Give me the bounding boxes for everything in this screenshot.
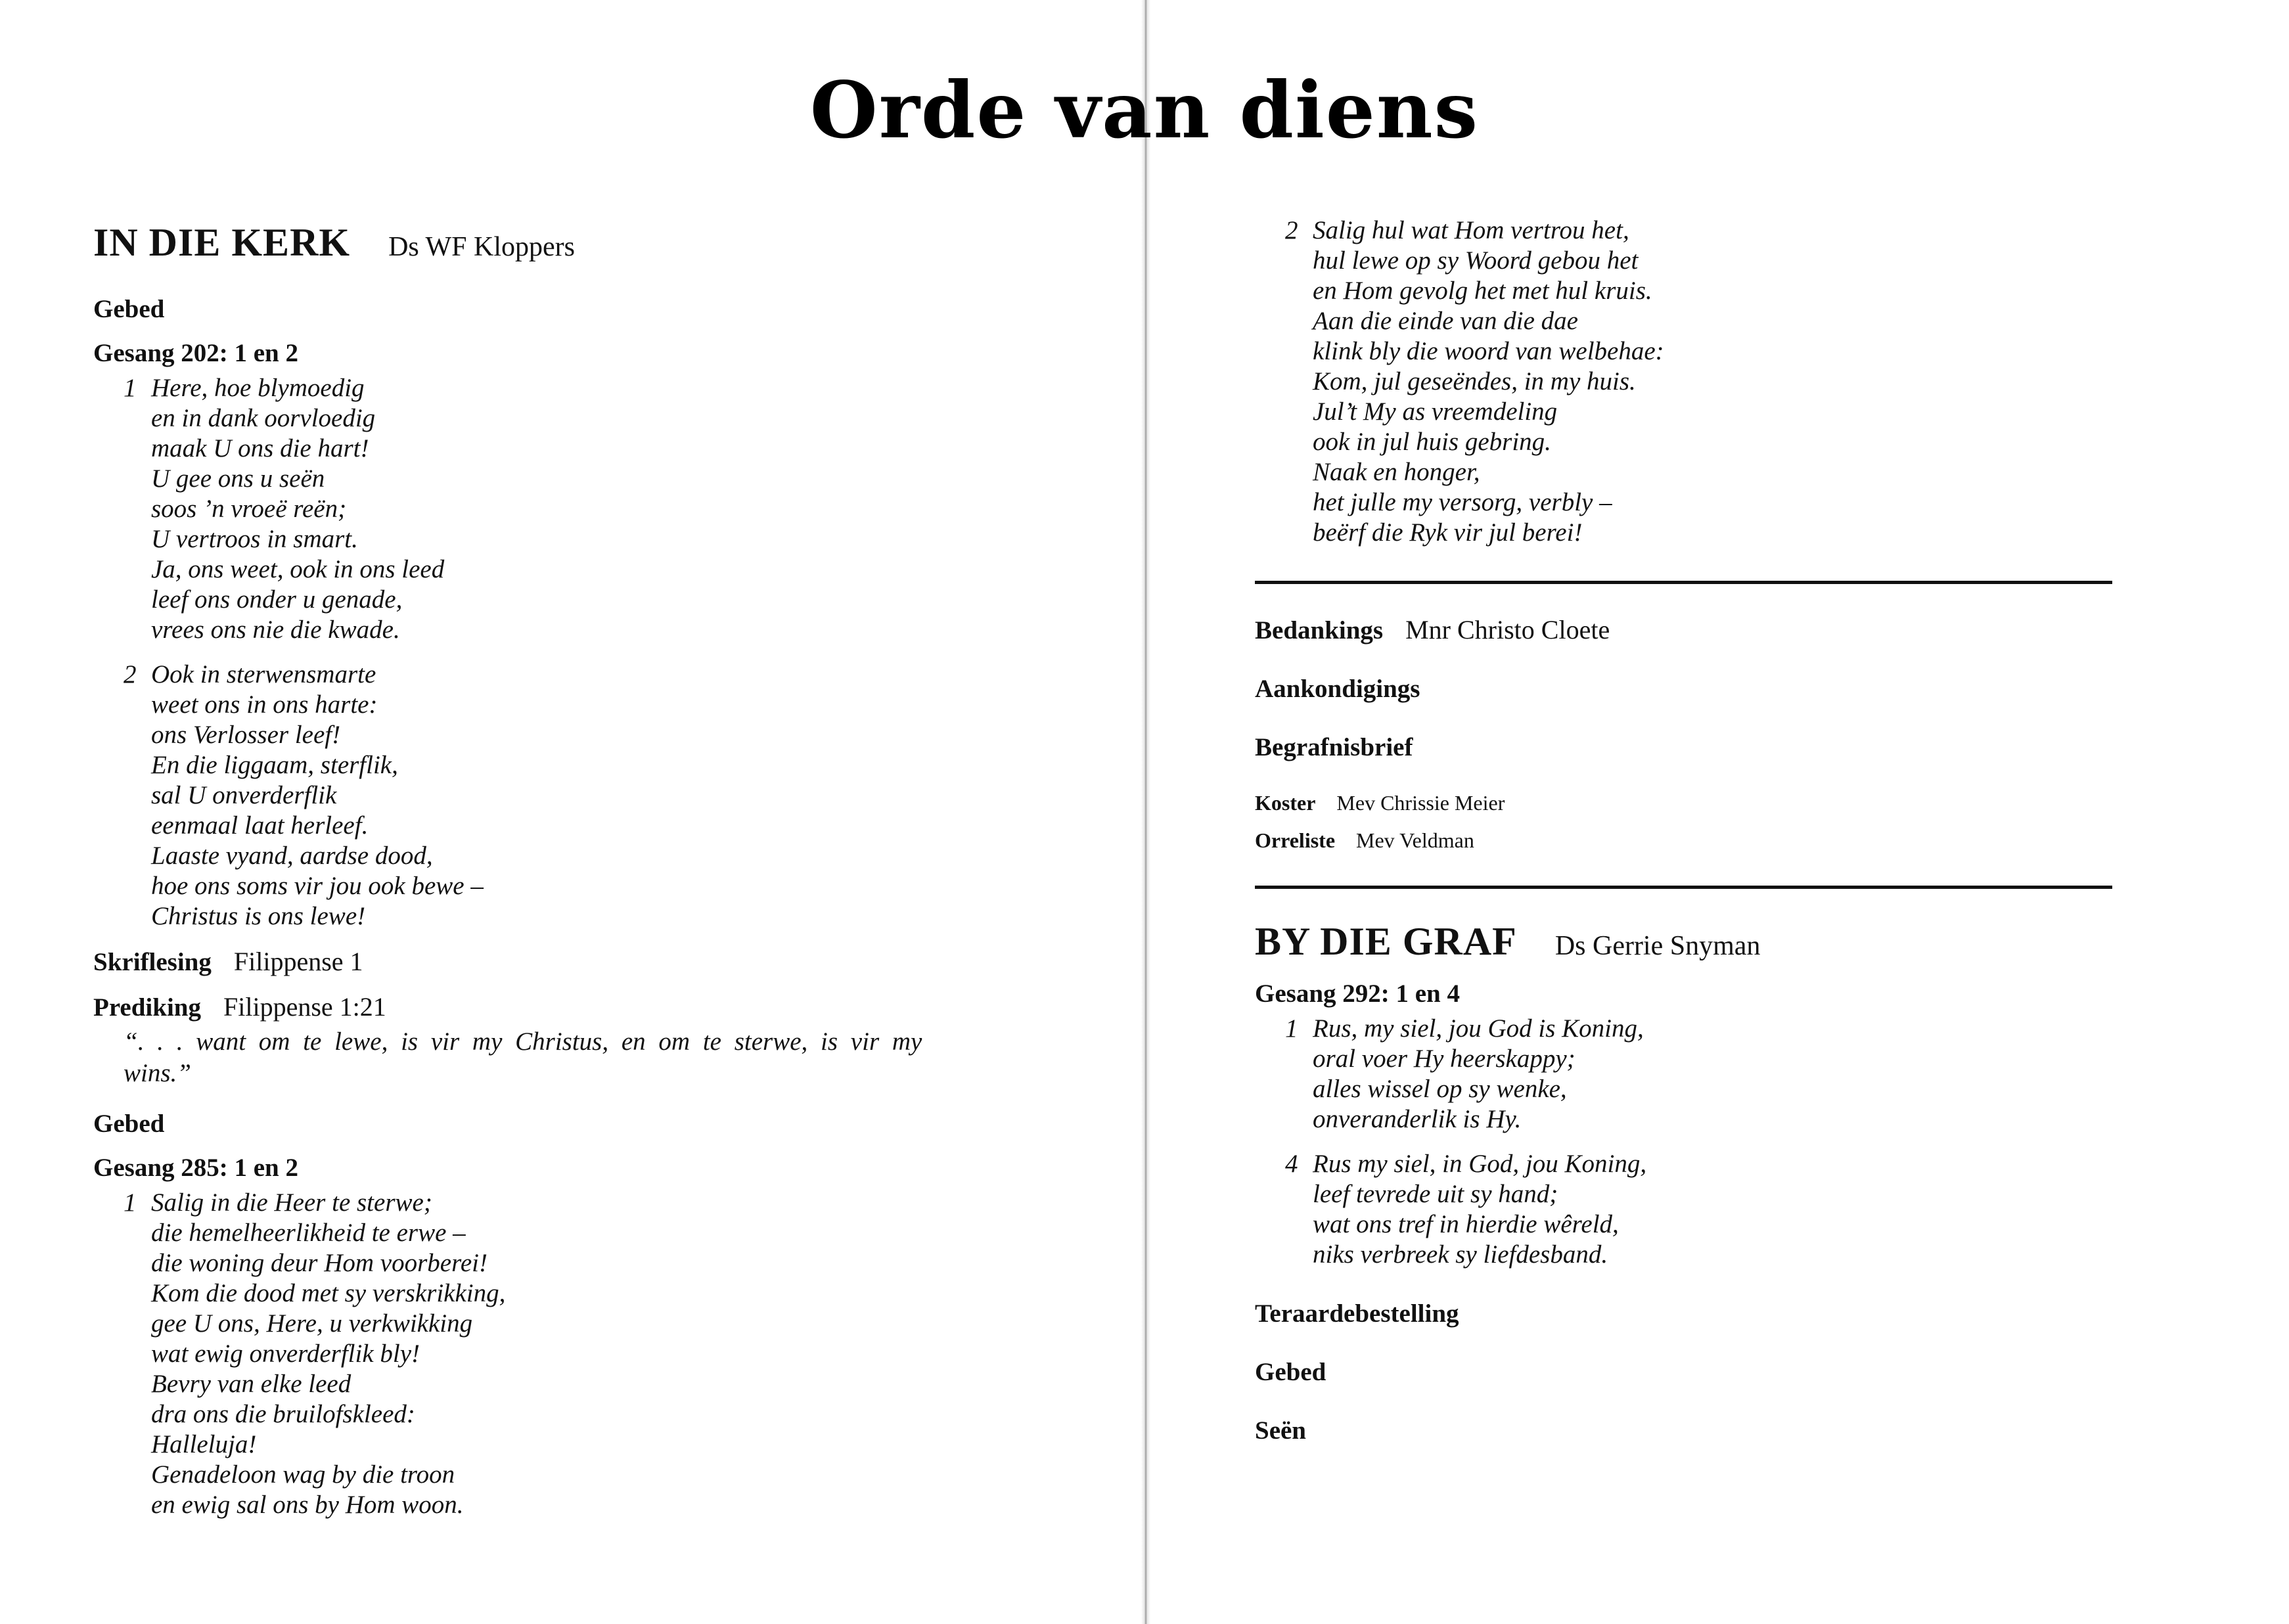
verse-line: Aan die einde van die dae (1313, 307, 1578, 335)
verse-line: soos ’n vroeë reën; (151, 495, 347, 523)
koster: Koster Mev Chrissie Meier (1255, 791, 1505, 815)
verse-line: het julle my versorg, verbly – (1313, 488, 1612, 516)
verse-line: dra ons die bruilofskleed: (151, 1400, 415, 1428)
verse-line: Naak en honger, (1313, 458, 1480, 486)
bedankings: Bedankings Mnr Christo Cloete (1255, 615, 1610, 644)
verse-line: Laaste vyand, aardse dood, (151, 842, 433, 870)
orreliste: Orreliste Mev Veldman (1255, 828, 1474, 852)
right-column (1255, 210, 2112, 1449)
gebed-1: Gebed (93, 295, 165, 323)
divider-1 (1255, 581, 2112, 584)
verse-line: Rus, my siel, jou God is Koning, (1313, 1014, 1644, 1043)
verse-line: eenmaal laat herleef. (151, 811, 369, 840)
skriflesing: Skriflesing Filippense 1 (93, 947, 363, 976)
kerk-heading: IN DIE KERK (93, 221, 351, 264)
verse-line: Kom, jul geseëndes, in my huis. (1313, 367, 1636, 395)
verse (93, 1188, 980, 1520)
verse-line: en Hom gevolg het met hul kruis. (1313, 277, 1652, 305)
divider-2 (1255, 886, 2112, 889)
verse-line: en ewig sal ons by Hom woon. (151, 1491, 464, 1519)
gesang-202-label: Gesang 202: 1 en 2 (93, 339, 298, 367)
kerk-minister: Ds WF Kloppers (388, 232, 575, 262)
verse (1255, 1149, 2112, 1270)
verse-line: beërf die Ryk vir jul berei! (1313, 518, 1583, 547)
verse-line: Salig in die Heer te sterwe; (151, 1188, 432, 1217)
seen: Seën (1255, 1416, 1306, 1445)
verse-number: 1 (124, 374, 137, 402)
verse-line: die hemelheerlikheid te erwe – (151, 1219, 466, 1247)
verse-lines (1313, 215, 2112, 548)
verse-lines (1313, 1014, 2112, 1135)
gesang-292-verses (1255, 1014, 2112, 1270)
verse-line: maak U ons die hart! (151, 434, 369, 462)
gesang-285-verse-1 (93, 1188, 980, 1520)
verse-lines (151, 373, 980, 645)
page-fold (1141, 0, 1150, 1624)
aankondigings: Aankondigings (1255, 675, 1420, 703)
verse-line: klink bly die woord van welbehae: (1313, 337, 1664, 365)
verse-line: Rus my siel, in God, jou Koning, (1313, 1150, 1647, 1178)
verse-lines (151, 660, 980, 932)
page-title: Orde van diens (809, 64, 1480, 156)
verse-line: Christus is ons lewe! (151, 902, 366, 930)
verse-line: Ook in sterwensmarte (151, 660, 376, 688)
verse-line: U vertroos in smart. (151, 525, 358, 553)
verse-line: wat ewig onverderflik bly! (151, 1340, 420, 1368)
verse-line: Bevry van elke leed (151, 1370, 351, 1398)
verse-line: leef ons onder u genade, (151, 585, 403, 614)
graf-heading: BY DIE GRAF (1255, 920, 1517, 963)
verse (93, 660, 980, 932)
verse-line: niks verbreek sy liefdesband. (1313, 1240, 1608, 1269)
verse-number: 2 (124, 660, 137, 688)
left-column (93, 220, 980, 1535)
verse-line: hul lewe op sy Woord gebou het (1313, 246, 1639, 275)
verse-line: Halleluja! (151, 1430, 257, 1458)
verse-line: Salig hul wat Hom vertrou het, (1313, 216, 1629, 244)
begrafnisbrief: Begrafnisbrief (1255, 733, 1413, 761)
gebed-2: Gebed (93, 1110, 165, 1138)
prediking: Prediking Filippense 1:21 (93, 992, 386, 1022)
verse-line: oral voer Hy heerskappy; (1313, 1045, 1575, 1073)
verse-line: U gee ons u seën (151, 464, 325, 493)
verse-line: leef tevrede uit sy hand; (1313, 1180, 1558, 1208)
verse-line: ook in jul huis gebring. (1313, 428, 1551, 456)
verse-line: wat ons tref in hierdie wêreld, (1313, 1210, 1619, 1238)
verse-line: en in dank oorvloedig (151, 404, 376, 432)
verse-line: En die liggaam, sterflik, (151, 751, 398, 779)
verse-line: onveranderlik is Hy. (1313, 1105, 1522, 1133)
verse-number: 4 (1285, 1150, 1298, 1178)
teraardebestelling: Teraardebestelling (1255, 1299, 1459, 1328)
graf-minister: Ds Gerrie Snyman (1554, 931, 1761, 961)
verse-number: 1 (124, 1188, 137, 1217)
graf-header (1255, 919, 2112, 964)
verse-line: alles wissel op sy wenke, (1313, 1075, 1567, 1103)
verse-line: vrees ons nie die kwade. (151, 616, 400, 644)
verse (1255, 215, 2112, 548)
graf-gebed: Gebed (1255, 1358, 1326, 1386)
verse-line: Jul’t My as vreemdeling (1313, 397, 1558, 426)
gesang-285-label: Gesang 285: 1 en 2 (93, 1154, 298, 1182)
verse-line: die woning deur Hom voorberei! (151, 1249, 487, 1277)
gesang-202-verses (93, 373, 980, 932)
verse-line: sal U onverderflik (151, 781, 337, 809)
kerk-header (93, 220, 980, 265)
prediking-quote: “. . . want om te lewe, is vir my Christus, en om te sterwe, is vir my wins.” (124, 1027, 922, 1087)
verse (1255, 1014, 2112, 1135)
verse-lines (151, 1188, 980, 1520)
verse (93, 373, 980, 645)
verse-line: hoe ons soms vir jou ook bewe – (151, 872, 484, 900)
verse-line: gee U ons, Here, u verkwikking (151, 1309, 473, 1338)
verse-number: 2 (1285, 216, 1298, 244)
verse-line: Ja, ons weet, ook in ons leed (151, 555, 445, 583)
verse-line: ons Verlosser leef! (151, 721, 341, 749)
verse-number: 1 (1285, 1014, 1298, 1043)
verse-line: weet ons in ons harte: (151, 690, 378, 719)
verse-line: Kom die dood met sy verskrikking, (151, 1279, 506, 1307)
gesang-292-label: Gesang 292: 1 en 4 (1255, 980, 1460, 1008)
verse-line: Here, hoe blymoedig (151, 374, 365, 402)
verse-lines (1313, 1149, 2112, 1270)
gesang-285-verse-2 (1255, 215, 2112, 548)
verse-line: Genadeloon wag by die troon (151, 1460, 455, 1489)
